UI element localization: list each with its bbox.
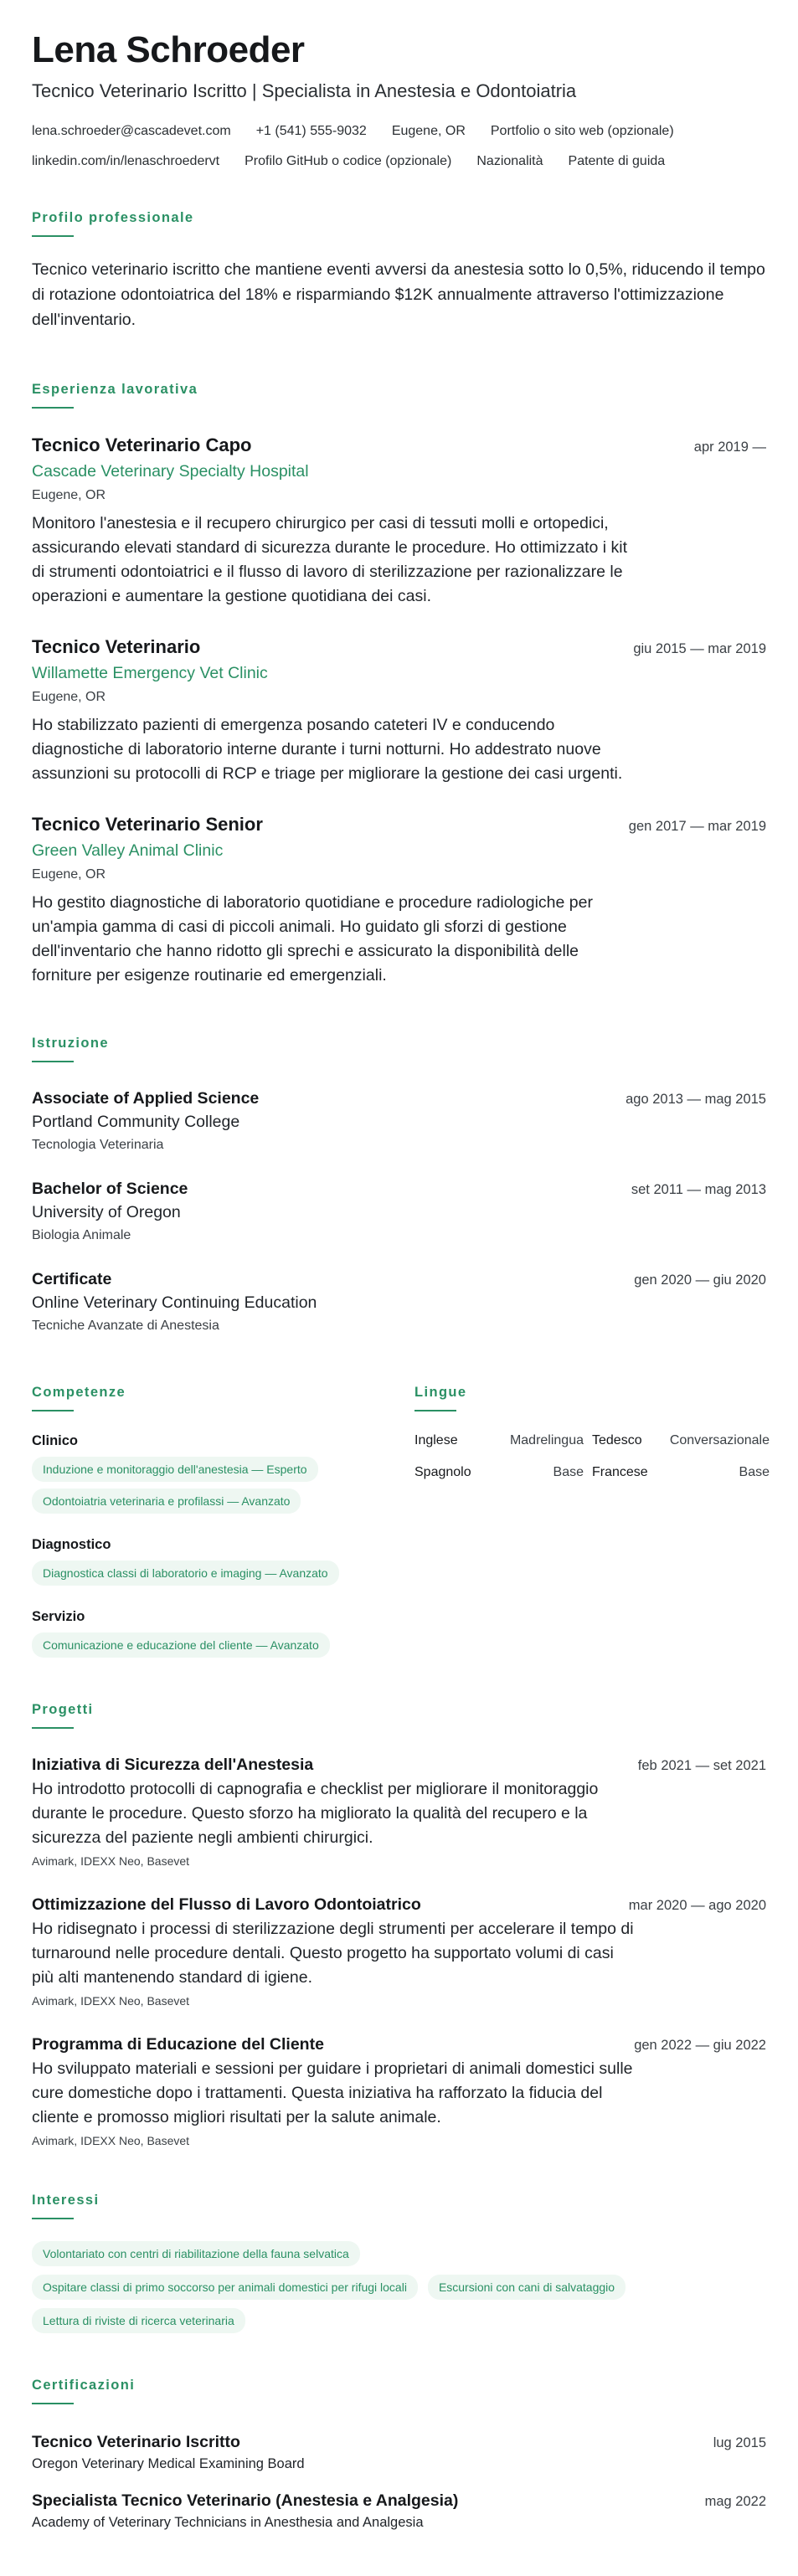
section-divider (32, 2403, 74, 2404)
contact-list (32, 122, 760, 171)
language-item (592, 1463, 770, 1482)
interest-chip: Escursioni con cani di salvataggio (428, 2275, 626, 2300)
job-description: Ho gestito diagnostiche di laboratorio quotidiane e procedure radiologiche per un'ampia gamma di casi di piccoli animali. Ho guidato gli sforzi di gestione dell'inventario che hanno ridotto gli sprechi e assicurato la disponibilità delle forniture per esigenze routinarie ed emergenziali. (32, 893, 593, 985)
education-date: set 2011 — mag 2013 (631, 1182, 766, 1197)
certification-issuer: Oregon Veterinary Medical Examining Board (32, 2456, 305, 2471)
job-location: Eugene, OR (32, 690, 106, 704)
section-heading: Lingue (414, 1385, 467, 1400)
section-heading: Profilo professionale (32, 210, 194, 225)
language-item (414, 1432, 592, 1450)
project-tech: Avimark, IDEXX Neo, Basevet (32, 2134, 190, 2147)
experience-section (32, 381, 766, 988)
interest-chip: Ospitare classi di primo soccorso per animali domestici per rifugi locali (32, 2275, 418, 2300)
contact-location: Eugene, OR (391, 124, 466, 138)
project-title: Iniziativa di Sicurezza dell'Anestesia (32, 1756, 314, 1774)
skill-chip: Odontoiatria veterinaria e profilassi — Avanzato (32, 1489, 301, 1514)
education-field: Tecniche Avanzate di Anestesia (32, 1319, 219, 1333)
job-location: Eugene, OR (32, 488, 106, 502)
language-level: Conversazionale (669, 1433, 770, 1447)
project-description: Ho sviluppato materiali e sessioni per guidare i proprietari di animali domestici sulle cure domestiche dopo i trattamenti. Questa iniziativa ha rafforzato la fiducia del cliente e promosso migliori risultati per la salute animale. (32, 2059, 633, 2126)
education-date: gen 2020 — giu 2020 (634, 1273, 766, 1288)
interest-chip: Lettura di riviste di ricerca veterinaria (32, 2308, 245, 2333)
language-level: Base (739, 1465, 770, 1479)
project-date: feb 2021 — set 2021 (637, 1758, 766, 1773)
language-list (414, 1432, 770, 1482)
job-description: Monitoro l'anestesia e il recupero chirurgico per casi di tessuti molli e ortopedici, assicurando elevati standard di sicurezza durante le procedure. Ho ottimizzato i kit di strumenti odontoiatrici e il flusso di lavoro di sterilizzazione per razionalizzare le operazioni e aumentare la gestione quotidiana dei casi. (32, 514, 628, 605)
project-entry (32, 1894, 766, 2008)
education-school: Online Veterinary Continuing Education (32, 1293, 317, 1312)
skill-category: Clinico (32, 1433, 79, 1448)
job-description: Ho stabilizzato pazienti di emergenza posando cateteri IV e conducendo diagnostiche di laboratorio interne durante i turni notturni. Ho addestrato nuove assunzioni su protocolli di RCP e triage per migliorare la gestione dei casi urgenti. (32, 716, 623, 783)
contact-linkedin[interactable]: linkedin.com/in/lenaschroedervt (32, 154, 220, 168)
education-field: Biologia Animale (32, 1228, 131, 1242)
job-title: Tecnico Veterinario Capo (32, 434, 252, 455)
section-heading: Interessi (32, 2193, 100, 2208)
education-degree: Certificate (32, 1270, 112, 1288)
section-divider (32, 1727, 74, 1729)
language-level: Base (553, 1465, 584, 1479)
certification-title: Specialista Tecnico Veterinario (Anestesia e Analgesia) (32, 2491, 459, 2510)
section-heading: Esperienza lavorativa (32, 382, 198, 397)
projects-section (32, 1701, 766, 2148)
languages-section (414, 1384, 770, 1658)
education-school: Portland Community College (32, 1113, 240, 1131)
education-date: ago 2013 — mag 2015 (626, 1092, 766, 1107)
job-date: apr 2019 — (693, 440, 766, 455)
certifications-section (32, 2377, 766, 2532)
certification-entry (32, 2490, 766, 2532)
section-heading: Progetti (32, 1702, 94, 1717)
contact-email[interactable]: lena.schroeder@cascadevet.com (32, 124, 231, 138)
job-entry (32, 434, 766, 609)
education-section (32, 1035, 766, 1335)
summary-text: Tecnico veterinario iscritto che mantiene eventi avversi da anestesia sotto lo 0,5%, riducendo il tempo di rotazione odontoiatrica del 18% e risparmiando $12K annualmente attraverso l'ottimizzazione dell'inventario. (32, 260, 765, 329)
language-level: Madrelingua (509, 1433, 584, 1447)
project-tech: Avimark, IDEXX Neo, Basevet (32, 1854, 190, 1868)
job-date: giu 2015 — mar 2019 (633, 641, 766, 656)
project-tech: Avimark, IDEXX Neo, Basevet (32, 1994, 190, 2008)
education-degree: Associate of Applied Science (32, 1089, 260, 1108)
job-company: Cascade Veterinary Specialty Hospital (32, 462, 309, 481)
contact-nationality: Nazionalità (476, 154, 543, 168)
certification-entry (32, 2431, 766, 2473)
language-name: Inglese (414, 1433, 458, 1447)
education-school: University of Oregon (32, 1203, 181, 1221)
project-date: mar 2020 — ago 2020 (628, 1898, 766, 1913)
language-name: Spagnolo (414, 1465, 471, 1479)
skill-chip-list (32, 1632, 414, 1658)
section-divider (32, 2218, 74, 2219)
contact-portfolio[interactable]: Portfolio o sito web (opzionale) (490, 124, 674, 138)
contact-github[interactable]: Profilo GitHub o codice (opzionale) (245, 154, 452, 168)
education-entry (32, 1178, 766, 1245)
section-divider (32, 235, 74, 237)
section-heading: Certificazioni (32, 2378, 136, 2393)
section-heading: Competenze (32, 1385, 126, 1400)
certification-date: lug 2015 (713, 2435, 766, 2450)
job-company: Willamette Emergency Vet Clinic (32, 664, 268, 682)
skills-languages-row (32, 1384, 770, 1658)
job-title: Tecnico Veterinario (32, 636, 201, 657)
project-title: Programma di Educazione del Cliente (32, 2035, 324, 2054)
job-title: Tecnico Veterinario Senior (32, 814, 263, 835)
certification-issuer: Academy of Veterinary Technicians in Anesthesia and Analgesia (32, 2515, 424, 2530)
skills-section (32, 1384, 414, 1658)
education-field: Tecnologia Veterinaria (32, 1138, 164, 1152)
job-date: gen 2017 — mar 2019 (628, 819, 766, 834)
section-divider (32, 1061, 74, 1062)
section-divider (414, 1410, 456, 1411)
skill-chip: Induzione e monitoraggio dell'anestesia — Esperto (32, 1457, 318, 1482)
job-entry (32, 813, 766, 988)
job-company: Green Valley Animal Clinic (32, 841, 224, 860)
skill-category: Diagnostico (32, 1537, 111, 1552)
job-location: Eugene, OR (32, 867, 106, 882)
language-item (414, 1463, 592, 1482)
language-item (592, 1432, 770, 1450)
certification-title: Tecnico Veterinario Iscritto (32, 2433, 240, 2451)
interest-chip: Volontariato con centri di riabilitazione della fauna selvatica (32, 2241, 360, 2266)
summary-section (32, 209, 766, 332)
candidate-title: Tecnico Veterinario Iscritto | Specialista in Anestesia e Odontoiatria (32, 80, 577, 101)
skill-chip-list (32, 1457, 414, 1514)
certification-date: mag 2022 (704, 2494, 766, 2509)
project-description: Ho ridisegnato i processi di sterilizzazione degli strumenti per accelerare il tempo di turnaround nelle procedure dentali. Questo progetto ha supportato volumi di casi più alti mantenendo standard di igiene. (32, 1920, 634, 1987)
project-entry (32, 1754, 766, 1869)
section-divider (32, 407, 74, 409)
skill-chip: Diagnostica classi di laboratorio e imaging — Avanzato (32, 1561, 339, 1586)
skill-category: Servizio (32, 1609, 85, 1624)
project-date: gen 2022 — giu 2022 (634, 2038, 766, 2053)
job-entry (32, 635, 766, 786)
education-entry (32, 1268, 766, 1335)
project-entry (32, 2034, 766, 2148)
interests-section (32, 2192, 766, 2333)
project-title: Ottimizzazione del Flusso di Lavoro Odontoiatrico (32, 1895, 421, 1914)
language-name: Francese (592, 1465, 648, 1479)
section-heading: Istruzione (32, 1036, 109, 1051)
project-description: Ho introdotto protocolli di capnografia e checklist per migliorare il monitoraggio durante le procedure. Questo sforzo ha migliorato la qualità del recupero e la sicurezza del paziente negli ambienti chirurgici. (32, 1780, 599, 1847)
education-degree: Bachelor of Science (32, 1180, 188, 1198)
language-name: Tedesco (592, 1433, 642, 1447)
skill-chip-list (32, 1561, 414, 1586)
contact-license: Patente di guida (568, 154, 666, 168)
contact-phone[interactable]: +1 (541) 555-9032 (255, 124, 367, 138)
education-entry (32, 1087, 766, 1154)
skill-chip: Comunicazione e educazione del cliente — Avanzato (32, 1632, 330, 1658)
candidate-name: Lena Schroeder (32, 29, 305, 70)
resume-header (32, 28, 766, 171)
interest-chip-list (32, 2241, 752, 2333)
section-divider (32, 1410, 74, 1411)
